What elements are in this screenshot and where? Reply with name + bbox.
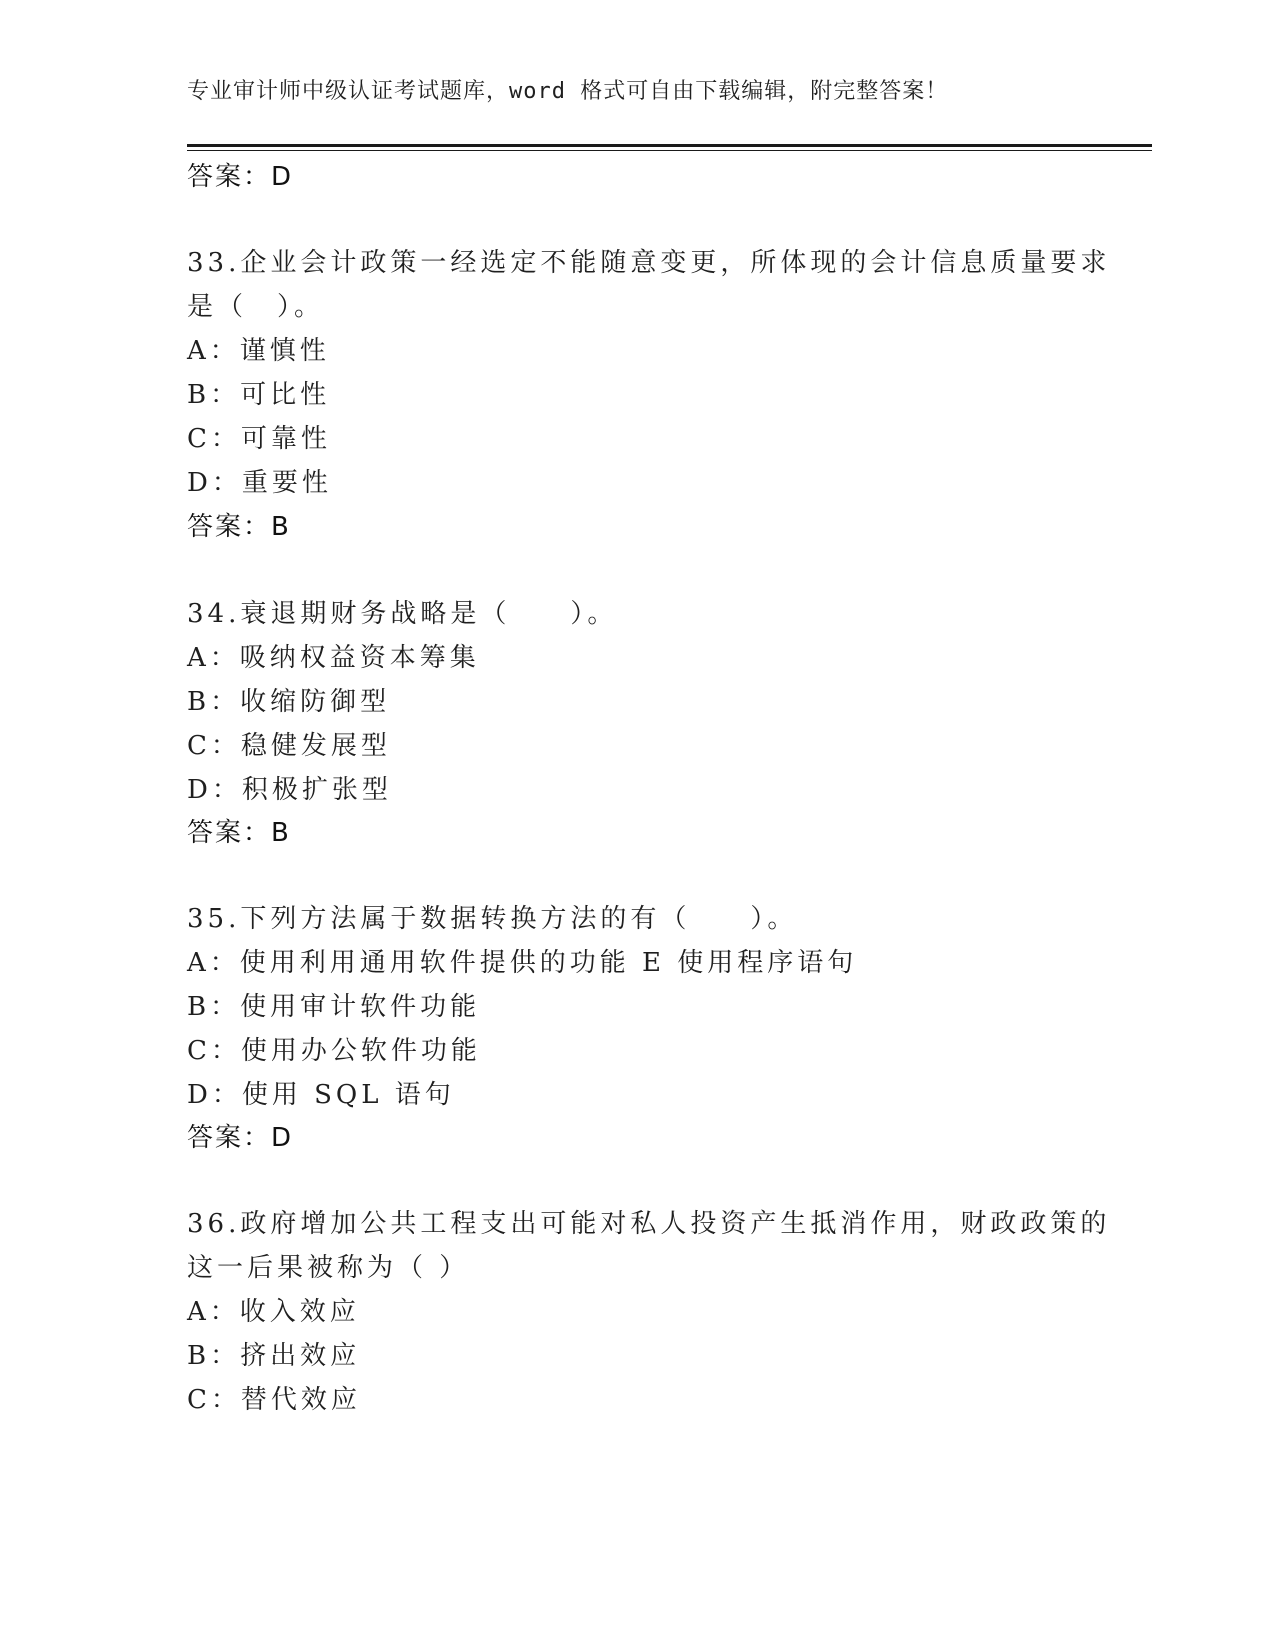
option-c: C：稳健发展型 [187,731,391,761]
option-d: D：积极扩张型 [187,775,392,805]
question-stem-line: 这一后果被称为（ ） [187,1253,470,1283]
option-a: A：吸纳权益资本筹集 [187,643,480,673]
header-rule-thick [187,144,1152,147]
option-b: B：可比性 [187,380,331,410]
question-stem-line: 36.政府增加公共工程支出可能对私人投资产生抵消作用，财政政策的 [187,1209,1111,1239]
option-c: C：可靠性 [187,424,331,454]
answer-prev: 答案：D [187,162,294,192]
option-c: C：使用办公软件功能 [187,1036,481,1066]
option-a: A：收入效应 [187,1297,360,1327]
question-stem-line: 35.下列方法属于数据转换方法的有（ ）。 [187,904,798,934]
option-a: A：谨慎性 [187,336,330,366]
option-b: B：挤出效应 [187,1341,361,1371]
page-header: 专业审计师中级认证考试题库，word 格式可自由下载编辑，附完整答案！ [187,79,949,104]
question-stem-line: 是（ ）。 [187,292,325,322]
answer-34: 答案：B [187,818,291,848]
option-c: C：替代效应 [187,1385,361,1415]
option-d: D：使用 SQL 语句 [187,1080,455,1110]
question-stem-line: 33.企业会计政策一经选定不能随意变更，所体现的会计信息质量要求 [187,248,1111,278]
answer-33: 答案：B [187,512,291,542]
answer-35: 答案：D [187,1123,294,1153]
header-rule-thin [187,150,1152,151]
option-b: B：使用审计软件功能 [187,992,481,1022]
option-a: A：使用利用通用软件提供的功能 E 使用程序语句 [187,948,858,978]
option-b: B：收缩防御型 [187,687,391,717]
question-stem-line: 34.衰退期财务战略是（ ）。 [187,599,618,629]
option-d: D：重要性 [187,468,332,498]
